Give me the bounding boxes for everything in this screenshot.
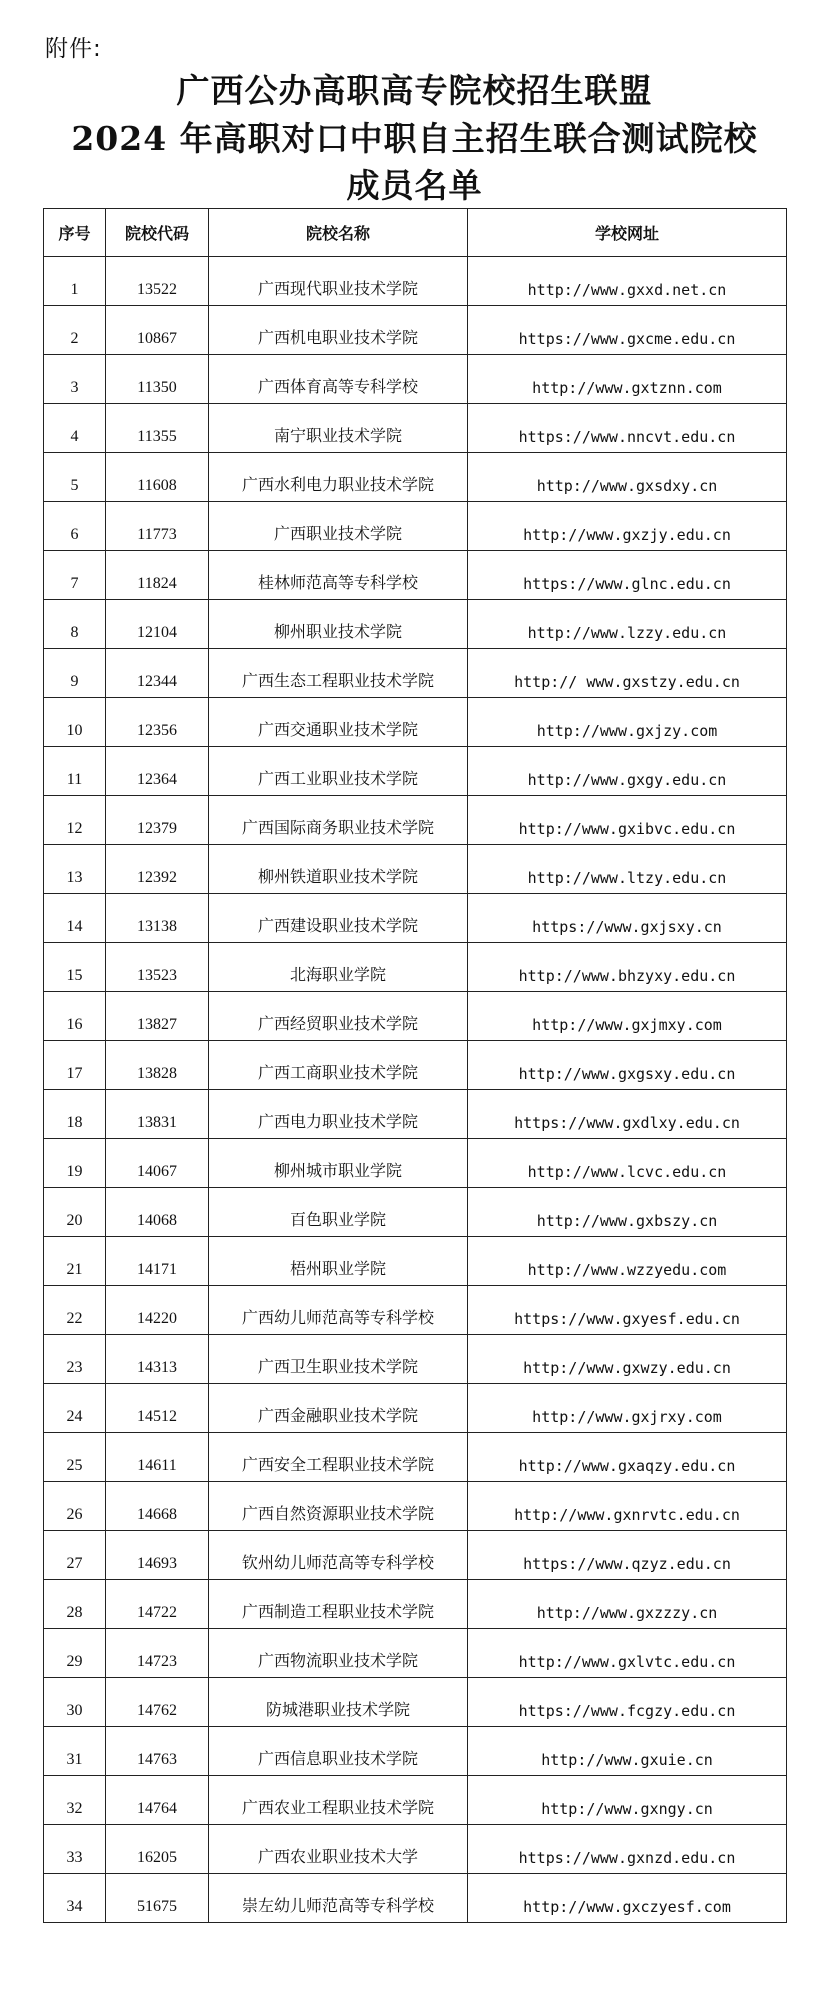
school-code-cell: 12379 [106, 796, 209, 845]
school-website-cell: http://www.gxgsxy.edu.cn [468, 1041, 787, 1090]
school-website-cell: http://www.gxjrxy.com [468, 1384, 787, 1433]
serial-number-cell: 12 [44, 796, 106, 845]
serial-number-cell: 32 [44, 1776, 106, 1825]
school-code-cell: 13827 [106, 992, 209, 1041]
school-name-cell: 广西电力职业技术学院 [209, 1090, 468, 1139]
serial-number-cell: 33 [44, 1825, 106, 1874]
header-school-website: 学校网址 [468, 209, 787, 257]
table-row [44, 1433, 787, 1482]
serial-number-cell: 34 [44, 1874, 106, 1923]
document-title-line-1: 广西公办高职高专院校招生联盟 [176, 71, 653, 110]
school-code-cell: 14171 [106, 1237, 209, 1286]
school-website-cell: https://www.glnc.edu.cn [468, 551, 787, 600]
school-website-cell: http://www.wzzyedu.com [468, 1237, 787, 1286]
table-row [44, 355, 787, 404]
school-website-cell: http://www.gxuie.cn [468, 1727, 787, 1776]
school-website-cell: http://www.gxczyesf.com [468, 1874, 787, 1923]
table-row [44, 1090, 787, 1139]
school-website-cell: http://www.gxzzzy.cn [468, 1580, 787, 1629]
school-name-cell: 广西生态工程职业技术学院 [209, 649, 468, 698]
serial-number-cell: 14 [44, 894, 106, 943]
table-row [44, 1335, 787, 1384]
table-row [44, 1629, 787, 1678]
school-name-cell: 广西金融职业技术学院 [209, 1384, 468, 1433]
table-row [44, 1678, 787, 1727]
serial-number-cell: 2 [44, 306, 106, 355]
table-row [44, 600, 787, 649]
school-website-cell: http://www.lcvc.edu.cn [468, 1139, 787, 1188]
school-name-cell: 桂林师范高等专科学校 [209, 551, 468, 600]
school-website-cell: https://www.gxjsxy.cn [468, 894, 787, 943]
school-code-cell: 11824 [106, 551, 209, 600]
school-website-cell: http://www.gxsdxy.cn [468, 453, 787, 502]
serial-number-cell: 16 [44, 992, 106, 1041]
school-name-cell: 广西信息职业技术学院 [209, 1727, 468, 1776]
table-row [44, 453, 787, 502]
school-website-cell: https://www.nncvt.edu.cn [468, 404, 787, 453]
serial-number-cell: 21 [44, 1237, 106, 1286]
school-website-cell: http://www.gxxd.net.cn [468, 257, 787, 306]
school-website-cell: https://www.gxdlxy.edu.cn [468, 1090, 787, 1139]
school-code-cell: 14611 [106, 1433, 209, 1482]
serial-number-cell: 20 [44, 1188, 106, 1237]
school-website-cell: http://www.gxbszy.cn [468, 1188, 787, 1237]
school-website-cell: http://www.gxzjy.edu.cn [468, 502, 787, 551]
school-name-cell: 广西自然资源职业技术学院 [209, 1482, 468, 1531]
school-website-cell: http://www.gxwzy.edu.cn [468, 1335, 787, 1384]
table-row [44, 551, 787, 600]
school-code-cell: 14220 [106, 1286, 209, 1335]
school-code-cell: 14512 [106, 1384, 209, 1433]
serial-number-cell: 17 [44, 1041, 106, 1090]
table-row [44, 894, 787, 943]
school-name-cell: 广西幼儿师范高等专科学校 [209, 1286, 468, 1335]
school-name-cell: 广西建设职业技术学院 [209, 894, 468, 943]
school-code-cell: 12364 [106, 747, 209, 796]
school-code-cell: 13523 [106, 943, 209, 992]
school-name-cell: 广西农业职业技术大学 [209, 1825, 468, 1874]
school-name-cell: 柳州职业技术学院 [209, 600, 468, 649]
table-row [44, 1531, 787, 1580]
school-code-cell: 14722 [106, 1580, 209, 1629]
table-row [44, 1188, 787, 1237]
school-website-cell: http://www.gxibvc.edu.cn [468, 796, 787, 845]
school-code-cell: 13831 [106, 1090, 209, 1139]
table-row [44, 1580, 787, 1629]
school-website-cell: http://www.gxjzy.com [468, 698, 787, 747]
serial-number-cell: 4 [44, 404, 106, 453]
school-code-cell: 12104 [106, 600, 209, 649]
table-row [44, 1286, 787, 1335]
serial-number-cell: 10 [44, 698, 106, 747]
table-row [44, 649, 787, 698]
serial-number-cell: 26 [44, 1482, 106, 1531]
table-row [44, 1874, 787, 1923]
school-name-cell: 广西交通职业技术学院 [209, 698, 468, 747]
serial-number-cell: 24 [44, 1384, 106, 1433]
school-code-cell: 16205 [106, 1825, 209, 1874]
serial-number-cell: 31 [44, 1727, 106, 1776]
table-row [44, 404, 787, 453]
school-name-cell: 广西工业职业技术学院 [209, 747, 468, 796]
school-code-cell: 14763 [106, 1727, 209, 1776]
school-name-cell: 广西现代职业技术学院 [209, 257, 468, 306]
serial-number-cell: 7 [44, 551, 106, 600]
school-code-cell: 14668 [106, 1482, 209, 1531]
school-name-cell: 广西物流职业技术学院 [209, 1629, 468, 1678]
school-website-cell: http://www.gxgy.edu.cn [468, 747, 787, 796]
header-school-code: 院校代码 [106, 209, 209, 257]
school-name-cell: 广西农业工程职业技术学院 [209, 1776, 468, 1825]
serial-number-cell: 28 [44, 1580, 106, 1629]
table-row [44, 698, 787, 747]
table-row [44, 1482, 787, 1531]
table-row [44, 502, 787, 551]
school-code-cell: 14723 [106, 1629, 209, 1678]
serial-number-cell: 18 [44, 1090, 106, 1139]
school-code-cell: 13138 [106, 894, 209, 943]
school-website-cell: https://www.gxcme.edu.cn [468, 306, 787, 355]
school-code-cell: 13522 [106, 257, 209, 306]
school-code-cell: 51675 [106, 1874, 209, 1923]
school-website-cell: http://www.gxngy.cn [468, 1776, 787, 1825]
attachment-label: 附件: [45, 36, 102, 62]
school-name-cell: 梧州职业学院 [209, 1237, 468, 1286]
header-school-name: 院校名称 [209, 209, 468, 257]
school-website-cell: http://www.ltzy.edu.cn [468, 845, 787, 894]
serial-number-cell: 1 [44, 257, 106, 306]
table-row [44, 1237, 787, 1286]
school-website-cell: http://www.gxjmxy.com [468, 992, 787, 1041]
serial-number-cell: 19 [44, 1139, 106, 1188]
school-website-cell: http://www.gxaqzy.edu.cn [468, 1433, 787, 1482]
school-code-cell: 14693 [106, 1531, 209, 1580]
serial-number-cell: 23 [44, 1335, 106, 1384]
school-code-cell: 11350 [106, 355, 209, 404]
school-name-cell: 钦州幼儿师范高等专科学校 [209, 1531, 468, 1580]
school-code-cell: 14762 [106, 1678, 209, 1727]
school-website-cell: http:// www.gxstzy.edu.cn [468, 649, 787, 698]
table-row [44, 1041, 787, 1090]
school-name-cell: 广西工商职业技术学院 [209, 1041, 468, 1090]
school-code-cell: 14068 [106, 1188, 209, 1237]
school-name-cell: 广西水利电力职业技术学院 [209, 453, 468, 502]
school-name-cell: 百色职业学院 [209, 1188, 468, 1237]
school-name-cell: 柳州铁道职业技术学院 [209, 845, 468, 894]
table-header-row [44, 209, 787, 257]
serial-number-cell: 30 [44, 1678, 106, 1727]
table-row [44, 1825, 787, 1874]
serial-number-cell: 5 [44, 453, 106, 502]
table-row [44, 257, 787, 306]
school-name-cell: 广西职业技术学院 [209, 502, 468, 551]
school-code-cell: 12344 [106, 649, 209, 698]
school-code-cell: 11355 [106, 404, 209, 453]
table-row [44, 1139, 787, 1188]
school-name-cell: 广西安全工程职业技术学院 [209, 1433, 468, 1482]
school-name-cell: 广西经贸职业技术学院 [209, 992, 468, 1041]
serial-number-cell: 13 [44, 845, 106, 894]
school-code-cell: 12356 [106, 698, 209, 747]
school-website-cell: http://www.gxlvtc.edu.cn [468, 1629, 787, 1678]
serial-number-cell: 25 [44, 1433, 106, 1482]
table-row [44, 747, 787, 796]
school-name-cell: 北海职业学院 [209, 943, 468, 992]
table-row [44, 1384, 787, 1433]
school-code-cell: 12392 [106, 845, 209, 894]
school-name-cell: 广西制造工程职业技术学院 [209, 1580, 468, 1629]
school-website-cell: https://www.gxyesf.edu.cn [468, 1286, 787, 1335]
serial-number-cell: 9 [44, 649, 106, 698]
school-name-cell: 广西体育高等专科学校 [209, 355, 468, 404]
document-title-line-2: 2024 年高职对口中职自主招生联合测试院校 [71, 119, 758, 158]
school-code-cell: 14313 [106, 1335, 209, 1384]
serial-number-cell: 27 [44, 1531, 106, 1580]
table-row [44, 796, 787, 845]
table-row [44, 306, 787, 355]
table-row [44, 845, 787, 894]
school-name-cell: 防城港职业技术学院 [209, 1678, 468, 1727]
serial-number-cell: 22 [44, 1286, 106, 1335]
school-code-cell: 11773 [106, 502, 209, 551]
school-name-cell: 南宁职业技术学院 [209, 404, 468, 453]
header-serial-number: 序号 [44, 209, 106, 257]
school-code-cell: 13828 [106, 1041, 209, 1090]
document-title-line-3: 成员名单 [346, 166, 483, 205]
serial-number-cell: 15 [44, 943, 106, 992]
school-name-cell: 柳州城市职业学院 [209, 1139, 468, 1188]
school-website-cell: http://www.gxnrvtc.edu.cn [468, 1482, 787, 1531]
member-schools-table [43, 208, 787, 1923]
serial-number-cell: 3 [44, 355, 106, 404]
table-row [44, 943, 787, 992]
school-website-cell: http://www.lzzy.edu.cn [468, 600, 787, 649]
serial-number-cell: 11 [44, 747, 106, 796]
school-website-cell: http://www.gxtznn.com [468, 355, 787, 404]
table-body [44, 257, 787, 1923]
school-website-cell: https://www.fcgzy.edu.cn [468, 1678, 787, 1727]
school-code-cell: 14067 [106, 1139, 209, 1188]
serial-number-cell: 8 [44, 600, 106, 649]
table-row [44, 1776, 787, 1825]
school-code-cell: 11608 [106, 453, 209, 502]
school-name-cell: 广西机电职业技术学院 [209, 306, 468, 355]
school-name-cell: 广西国际商务职业技术学院 [209, 796, 468, 845]
school-code-cell: 14764 [106, 1776, 209, 1825]
table-row [44, 1727, 787, 1776]
school-name-cell: 崇左幼儿师范高等专科学校 [209, 1874, 468, 1923]
school-website-cell: https://www.qzyz.edu.cn [468, 1531, 787, 1580]
serial-number-cell: 6 [44, 502, 106, 551]
table-row [44, 992, 787, 1041]
school-website-cell: http://www.bhzyxy.edu.cn [468, 943, 787, 992]
school-website-cell: https://www.gxnzd.edu.cn [468, 1825, 787, 1874]
school-code-cell: 10867 [106, 306, 209, 355]
serial-number-cell: 29 [44, 1629, 106, 1678]
school-name-cell: 广西卫生职业技术学院 [209, 1335, 468, 1384]
